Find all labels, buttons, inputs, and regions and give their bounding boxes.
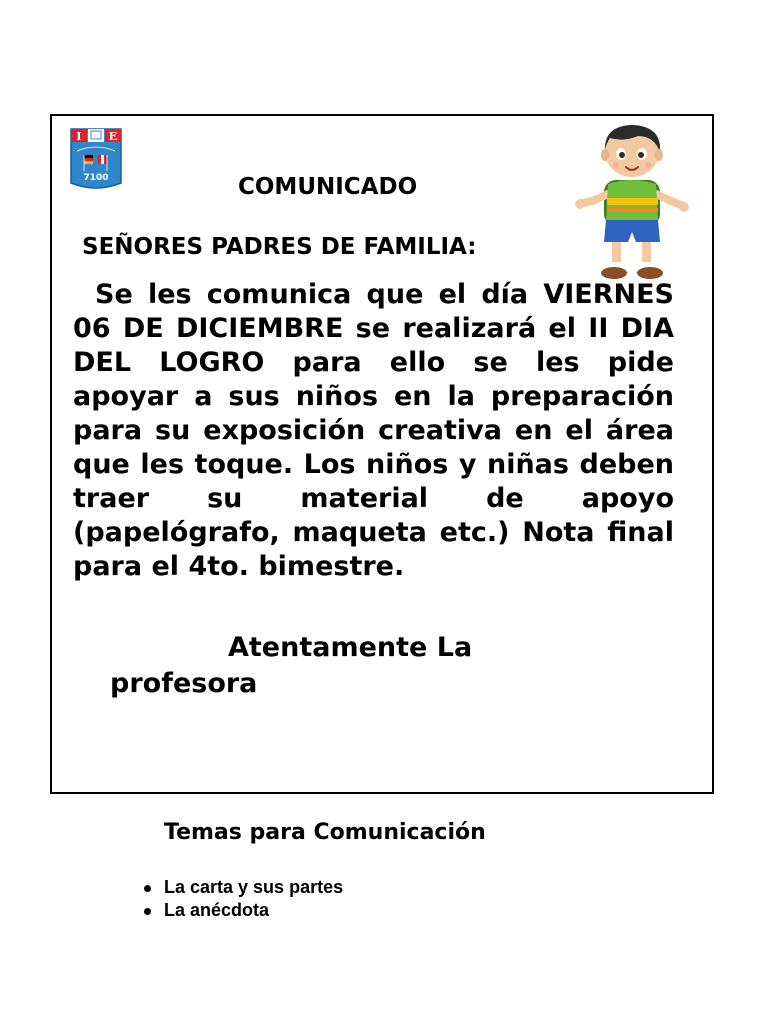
svg-text:7100: 7100: [83, 173, 109, 183]
school-crest-icon: [69, 127, 123, 191]
list-item: La carta y sus partes: [164, 877, 344, 897]
svg-text:I: I: [76, 130, 82, 143]
list-item: La anécdota: [164, 899, 343, 922]
svg-text:E: E: [108, 130, 118, 143]
topics-list: [164, 876, 343, 922]
notice-greeting: SEÑORES PADRES DE FAMILIA:: [82, 234, 477, 260]
notice-closing: Atentamente La: [228, 632, 473, 663]
notice-signature: profesora: [110, 668, 258, 699]
notice-title: COMUNICADO: [238, 174, 418, 200]
schoolboy-illustration: [574, 122, 690, 284]
notice-body: Se les comunica que el día VIERNES 06 DE DICIEMBRE se realizará el II DIA DEL LOGRO para ello se les pide apoyar a sus niños en la preparación para su exposición creativa en el área que les toque. Los niños y niñas deben traer su material de apoyo (papelógrafo, maqueta etc.) Nota final para el 4to. bimestre.: [73, 279, 674, 582]
topics-heading: Temas para Comunicación: [164, 820, 486, 845]
